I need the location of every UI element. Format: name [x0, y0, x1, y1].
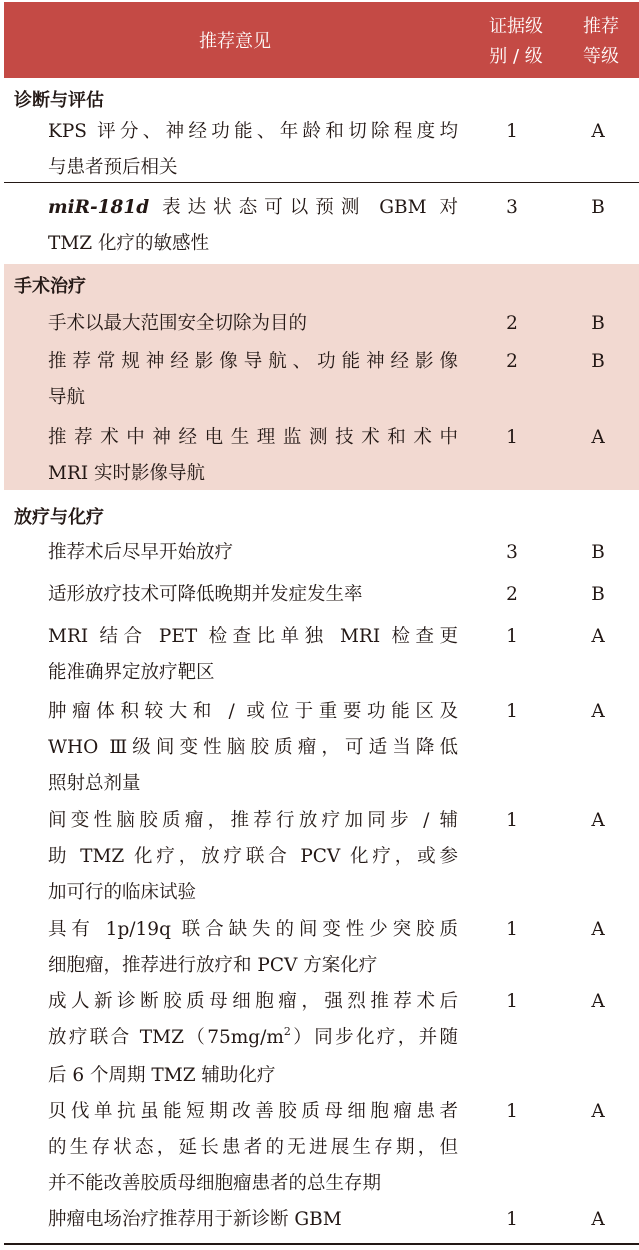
table-row	[4, 912, 639, 984]
row-evidence-level: 2	[506, 584, 518, 605]
row-evidence-level: 1	[506, 121, 518, 142]
row-recommendation	[48, 306, 458, 342]
row-line: MRI 结合 PET 检查比单独 MRI 检查更	[48, 626, 458, 647]
row-recommendation	[48, 190, 458, 262]
row-line: 成人新诊断胶质母细胞瘤，强烈推荐术后	[48, 991, 458, 1012]
row-line	[48, 1020, 458, 1058]
row-recommend-grade: A	[591, 427, 605, 448]
row-recommend-grade: A	[591, 919, 605, 940]
row-evidence-level: 1	[506, 919, 518, 940]
row-line: 肿瘤体积较大和 / 或位于重要功能区及	[48, 701, 458, 722]
row-evidence-level: 3	[506, 542, 518, 563]
table-row	[4, 577, 639, 613]
section-title-radio-chemo: 放疗与化疗	[14, 507, 104, 528]
header-grade-line: 等级	[583, 46, 619, 67]
table-row	[4, 694, 639, 802]
row-recommendation	[48, 912, 458, 984]
mirna-term: miR-181d	[48, 197, 150, 218]
row-divider	[4, 182, 639, 183]
row-line: 具有 1p/19q 联合缺失的间变性少突胶质	[48, 919, 458, 940]
row-line: 贝伐单抗虽能短期改善胶质母细胞瘤患者	[48, 1101, 458, 1122]
header-evidence-level	[466, 12, 566, 72]
header-grade-line: 推荐	[583, 16, 619, 37]
row-line: 肿瘤电场治疗推荐用于新诊断 GBM	[48, 1209, 342, 1230]
row-evidence-level: 1	[506, 1101, 518, 1122]
row-evidence-level: 1	[506, 810, 518, 831]
row-recommendation	[48, 1094, 458, 1202]
table-row	[4, 619, 639, 691]
row-recommend-grade: A	[591, 1209, 605, 1230]
row-line: 适形放疗技术可降低晚期并发症发生率	[48, 584, 363, 605]
row-recommend-grade: A	[591, 810, 605, 831]
row-recommend-grade: A	[591, 991, 605, 1012]
row-line: 间变性脑胶质瘤，推荐行放疗加同步 / 辅	[48, 810, 458, 831]
row-line: 的生存状态，延长患者的无进展生存期，但	[48, 1137, 458, 1158]
section-title-diagnosis: 诊断与评估	[14, 90, 104, 111]
superscript: 2	[283, 1025, 291, 1038]
table-header	[4, 2, 639, 78]
row-recommendation	[48, 803, 458, 911]
row-recommend-grade: A	[591, 121, 605, 142]
row-line	[48, 190, 458, 226]
row-line: 推荐常规神经影像导航、功能神经影像	[48, 351, 458, 372]
table-row	[4, 803, 639, 911]
row-line: 并不能改善胶质母细胞瘤患者的总生存期	[48, 1173, 382, 1194]
row-line-part: ）同步化疗，并随	[290, 1027, 458, 1048]
row-evidence-level: 1	[506, 701, 518, 722]
row-recommendation	[48, 619, 458, 691]
table-row	[4, 114, 639, 186]
row-recommendation	[48, 984, 458, 1094]
row-evidence-level: 1	[506, 991, 518, 1012]
row-line: 手术以最大范围安全切除为目的	[48, 313, 308, 334]
row-line: 导航	[48, 387, 86, 408]
row-line: 后 6 个周期 TMZ 辅助化疗	[48, 1065, 276, 1086]
row-line: TMZ 化疗的敏感性	[48, 233, 210, 254]
row-recommend-grade: B	[591, 351, 605, 372]
header-recommendation: 推荐意见	[199, 31, 271, 52]
table-row	[4, 1202, 639, 1242]
row-recommend-grade: A	[591, 626, 605, 647]
row-evidence-level: 1	[506, 626, 518, 647]
row-recommend-grade: B	[591, 542, 605, 563]
row-evidence-level: 3	[506, 197, 518, 218]
row-recommendation	[48, 535, 458, 571]
row-recommend-grade: B	[591, 313, 605, 334]
row-line: 加可行的临床试验	[48, 882, 197, 903]
row-recommend-grade: B	[591, 197, 605, 218]
table-row	[4, 420, 639, 492]
row-recommendation	[48, 114, 458, 186]
row-recommendation	[48, 344, 458, 416]
header-evidence-line: 别 / 级	[489, 46, 543, 67]
table-row	[4, 984, 639, 1092]
mirna-rest: 表达状态可以预测 GBM 对	[149, 197, 458, 218]
table-bottom-rule	[4, 1243, 639, 1245]
row-recommendation	[48, 577, 458, 613]
row-line: KPS 评分、神经功能、年龄和切除程度均	[48, 121, 458, 142]
row-line: 细胞瘤，推荐进行放疗和 PCV 方案化疗	[48, 955, 378, 976]
row-line: 照射总剂量	[48, 773, 141, 794]
row-line: WHO Ⅲ级间变性脑胶质瘤，可适当降低	[48, 737, 458, 758]
row-line: 能准确界定放疗靶区	[48, 662, 215, 683]
row-line: 助 TMZ 化疗，放疗联合 PCV 化疗，或参	[48, 846, 458, 867]
header-evidence-line: 证据级	[489, 16, 543, 37]
table-row	[4, 306, 639, 342]
row-evidence-level: 2	[506, 351, 518, 372]
table-row	[4, 1094, 639, 1202]
section-title-surgery: 手术治疗	[14, 276, 86, 297]
row-evidence-level: 1	[506, 1209, 518, 1230]
row-recommend-grade: B	[591, 584, 605, 605]
row-recommendation	[48, 1202, 458, 1238]
row-recommendation	[48, 694, 458, 802]
row-line: 与患者预后相关	[48, 157, 178, 178]
row-evidence-level: 1	[506, 427, 518, 448]
row-line: 推荐术中神经电生理监测技术和术中	[48, 427, 458, 448]
row-line: 推荐术后尽早开始放疗	[48, 542, 234, 563]
row-line-part: 放疗联合 TMZ（75mg/m	[48, 1027, 284, 1048]
row-recommend-grade: A	[591, 701, 605, 722]
table-row	[4, 344, 639, 416]
row-evidence-level: 2	[506, 313, 518, 334]
row-line: MRI 实时影像导航	[48, 463, 206, 484]
table-row	[4, 190, 639, 262]
header-recommend-grade	[566, 12, 636, 72]
row-recommend-grade: A	[591, 1101, 605, 1122]
table-row	[4, 535, 639, 571]
row-recommendation	[48, 420, 458, 492]
